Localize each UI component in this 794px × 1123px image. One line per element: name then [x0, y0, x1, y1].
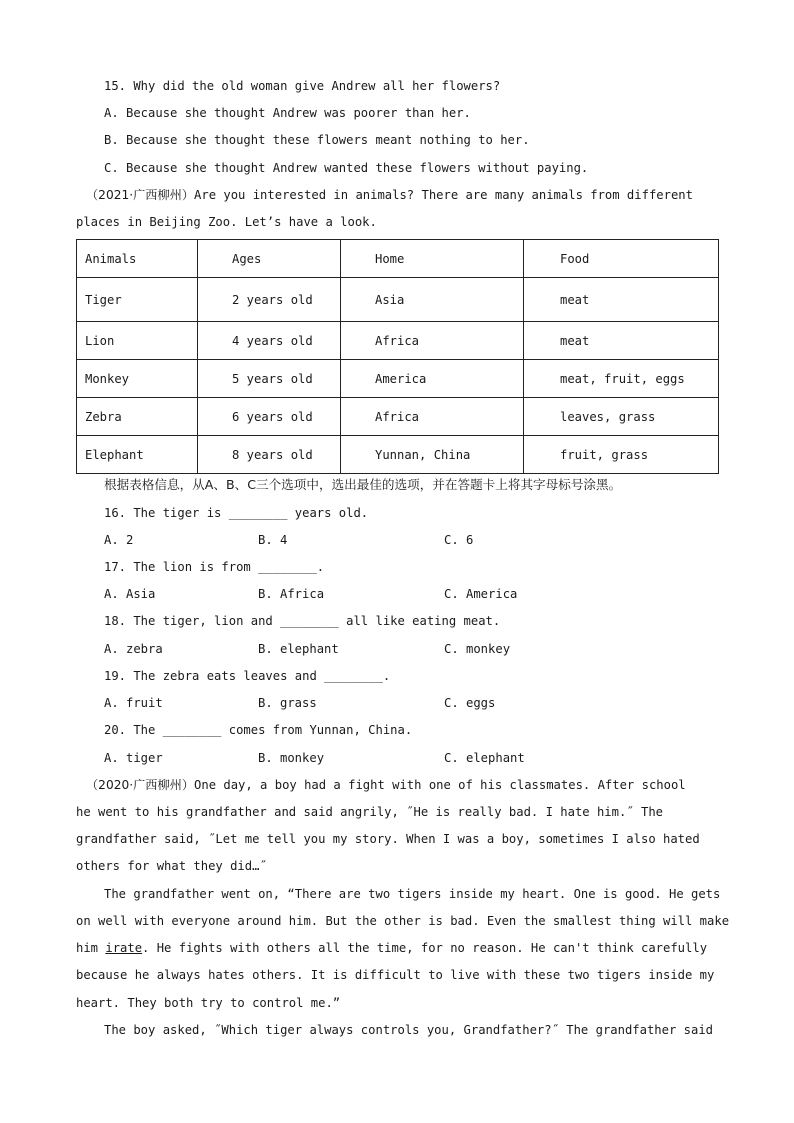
- table-cell: Africa: [341, 322, 524, 360]
- animals-table: [76, 239, 719, 474]
- table-cell: leaves, grass: [524, 398, 719, 436]
- table-row: [77, 360, 719, 398]
- question-17: 17. The lion is from ________.: [104, 560, 325, 574]
- question-19: 19. The zebra eats leaves and ________.: [104, 669, 391, 683]
- passage-2020-p2-line3: him irate. He fights with others all the time, for no reason. He can't think carefully: [76, 941, 708, 955]
- table-cell: meat, fruit, eggs: [524, 360, 719, 398]
- table-cell: 8 years old: [198, 436, 341, 474]
- table-cell: meat: [524, 322, 719, 360]
- q15-option-a: A. Because she thought Andrew was poorer than her.: [104, 106, 471, 120]
- table-cell: Elephant: [77, 436, 198, 474]
- q15-question: 15. Why did the old woman give Andrew all her flowers?: [104, 79, 501, 93]
- table-header: Animals: [77, 240, 198, 278]
- table-cell: Africa: [341, 398, 524, 436]
- passage-2020-p3-line1: The boy asked, ˝Which tiger always controls you, Grandfather?˝ The grandfather said: [104, 1023, 714, 1037]
- passage-2021-source: （2021·广西柳州）: [86, 188, 195, 202]
- q16-option-c: C. 6: [444, 533, 474, 547]
- passage-2020-p2-line4: because he always hates others. It is difficult to live with these two tigers inside my: [76, 968, 715, 982]
- q17-option-a: A. Asia: [104, 587, 156, 601]
- q20-option-a: A. tiger: [104, 751, 163, 765]
- table-cell: 6 years old: [198, 398, 341, 436]
- q16-option-b: B. 4: [258, 533, 288, 547]
- table-header: Home: [341, 240, 524, 278]
- table-cell: meat: [524, 278, 719, 322]
- instruction-text: 根据表格信息，从A、B、C三个选项中，选出最佳的选项，并在答题卡上将其字母标号涂黑。: [104, 477, 622, 492]
- q18-option-a: A. zebra: [104, 642, 163, 656]
- passage-2020-source: （2020·广西柳州）: [86, 778, 195, 792]
- passage-2020-line2: he went to his grandfather and said angrily, ˝He is really bad. I hate him.˝ The: [76, 805, 663, 819]
- question-16: 16. The tiger is ________ years old.: [104, 506, 369, 520]
- q17-option-c: C. America: [444, 587, 518, 601]
- table-cell: Yunnan, China: [341, 436, 524, 474]
- q20-option-b: B. monkey: [258, 751, 325, 765]
- q19-option-c: C. eggs: [444, 696, 496, 710]
- table-row: [77, 278, 719, 322]
- passage-2020-line1: （2020·广西柳州）One day, a boy had a fight with one of his classmates. After school: [86, 778, 686, 792]
- q15-option-c: C. Because she thought Andrew wanted these flowers without paying.: [104, 161, 589, 175]
- q17-option-b: B. Africa: [258, 587, 325, 601]
- table-row: [77, 436, 719, 474]
- table-header-row: [77, 240, 719, 278]
- q16-option-a: A. 2: [104, 533, 134, 547]
- table-row: [77, 322, 719, 360]
- question-20: 20. The ________ comes from Yunnan, China.: [104, 723, 413, 737]
- table-cell: Asia: [341, 278, 524, 322]
- table-header: Food: [524, 240, 719, 278]
- table-header: Ages: [198, 240, 341, 278]
- table-cell: Zebra: [77, 398, 198, 436]
- table-cell: Lion: [77, 322, 198, 360]
- table-cell: Tiger: [77, 278, 198, 322]
- table-cell: America: [341, 360, 524, 398]
- q18-option-b: B. elephant: [258, 642, 339, 656]
- table-cell: 5 years old: [198, 360, 341, 398]
- q19-option-b: B. grass: [258, 696, 317, 710]
- q20-option-c: C. elephant: [444, 751, 525, 765]
- passage-2020-p2-line5: heart. They both try to control me.”: [76, 996, 341, 1010]
- passage-2021-line2: places in Beijing Zoo. Let’s have a look.: [76, 215, 377, 229]
- passage-2020-line4: others for what they did…˝: [76, 859, 267, 873]
- q18-option-c: C. monkey: [444, 642, 511, 656]
- q19-option-a: A. fruit: [104, 696, 163, 710]
- underlined-word: irate: [105, 941, 143, 955]
- passage-2021-line1: （2021·广西柳州）Are you interested in animals? There are many animals from different: [86, 188, 693, 202]
- q15-option-b: B. Because she thought these flowers meant nothing to her.: [104, 133, 530, 147]
- table-cell: Monkey: [77, 360, 198, 398]
- passage-2020-line3: grandfather said, ˝Let me tell you my story. When I was a boy, sometimes I also hated: [76, 832, 700, 846]
- table-cell: 2 years old: [198, 278, 341, 322]
- passage-2020-p2-line1: The grandfather went on, “There are two tigers inside my heart. One is good. He gets: [104, 887, 721, 901]
- table-row: [77, 398, 719, 436]
- passage-2020-p2-line2: on well with everyone around him. But the other is bad. Even the smallest thing will make: [76, 914, 730, 928]
- question-18: 18. The tiger, lion and ________ all like eating meat.: [104, 614, 501, 628]
- table-cell: 4 years old: [198, 322, 341, 360]
- table-cell: fruit, grass: [524, 436, 719, 474]
